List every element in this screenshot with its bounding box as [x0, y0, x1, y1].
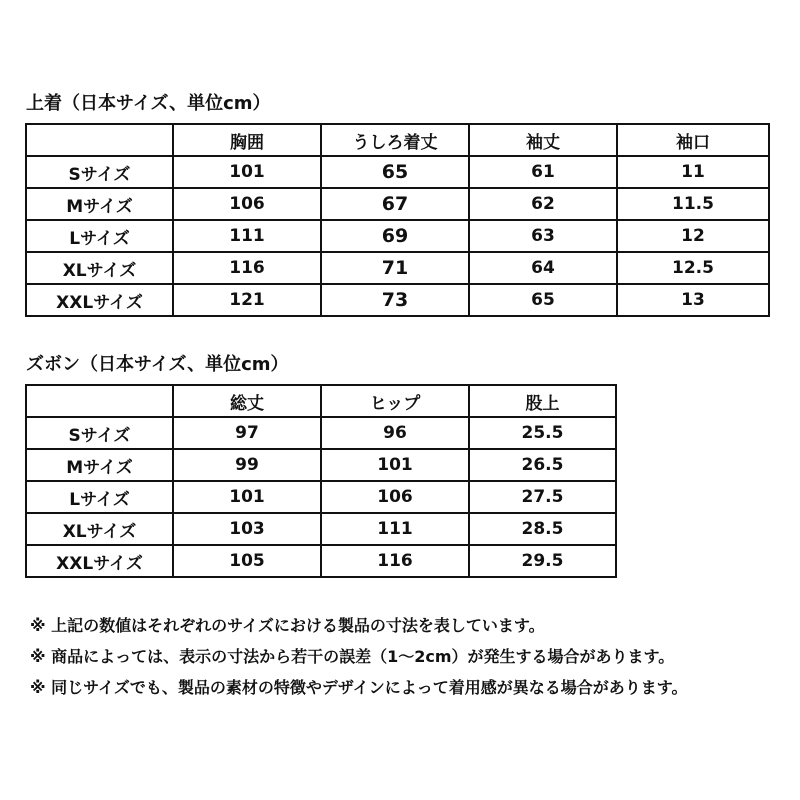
table-cell: 97 — [173, 417, 321, 449]
table-cell: 103 — [173, 513, 321, 545]
table-cell: 25.5 — [469, 417, 616, 449]
header-cell-chest: 胸囲 — [173, 124, 321, 156]
table-row — [26, 284, 769, 316]
table-cell: 12.5 — [617, 252, 769, 284]
header-cell-cuff: 袖口 — [617, 124, 769, 156]
table-row — [26, 513, 616, 545]
tops-size-table — [25, 123, 770, 317]
size-label-cell: Sサイズ — [26, 417, 173, 449]
table-cell: 11.5 — [617, 188, 769, 220]
table-cell: 99 — [173, 449, 321, 481]
tops-table-title: 上着（日本サイズ、単位cm） — [26, 93, 271, 114]
table-row — [26, 481, 616, 513]
table-cell: 12 — [617, 220, 769, 252]
size-label-cell: XLサイズ — [26, 513, 173, 545]
header-cell-blank — [26, 385, 173, 417]
size-label-cell: Sサイズ — [26, 156, 173, 188]
table-row — [26, 156, 769, 188]
header-cell-rise: 股上 — [469, 385, 616, 417]
table-row — [26, 188, 769, 220]
note-line: ※ 上記の数値はそれぞれのサイズにおける製品の寸法を表しています。 — [30, 616, 545, 635]
size-label-cell: Lサイズ — [26, 481, 173, 513]
table-row — [26, 220, 769, 252]
table-row — [26, 417, 616, 449]
pants-size-table — [25, 384, 617, 578]
table-cell: 96 — [321, 417, 469, 449]
table-cell: 101 — [173, 481, 321, 513]
table-cell: 61 — [469, 156, 617, 188]
table-header-row — [26, 385, 616, 417]
table-cell: 29.5 — [469, 545, 616, 577]
header-cell-total-length: 総丈 — [173, 385, 321, 417]
table-header-row — [26, 124, 769, 156]
header-cell-back-length: うしろ着丈 — [321, 124, 469, 156]
table-cell: 111 — [173, 220, 321, 252]
table-cell: 11 — [617, 156, 769, 188]
size-label-cell: XXLサイズ — [26, 284, 173, 316]
table-cell: 106 — [321, 481, 469, 513]
table-cell: 116 — [321, 545, 469, 577]
table-cell: 65 — [469, 284, 617, 316]
table-cell: 111 — [321, 513, 469, 545]
table-cell: 26.5 — [469, 449, 616, 481]
note-line: ※ 同じサイズでも、製品の素材の特徴やデザインによって着用感が異なる場合があります。 — [30, 678, 688, 697]
table-cell: 64 — [469, 252, 617, 284]
table-cell: 116 — [173, 252, 321, 284]
size-label-cell: XXLサイズ — [26, 545, 173, 577]
table-cell: 27.5 — [469, 481, 616, 513]
table-row — [26, 252, 769, 284]
table-cell: 101 — [321, 449, 469, 481]
size-label-cell: Mサイズ — [26, 188, 173, 220]
table-cell: 73 — [321, 284, 469, 316]
header-cell-hip: ヒップ — [321, 385, 469, 417]
table-row — [26, 449, 616, 481]
table-cell: 101 — [173, 156, 321, 188]
table-cell: 65 — [321, 156, 469, 188]
header-cell-sleeve-length: 袖丈 — [469, 124, 617, 156]
table-cell: 106 — [173, 188, 321, 220]
notes-section — [30, 611, 800, 704]
header-cell-blank — [26, 124, 173, 156]
table-cell: 71 — [321, 252, 469, 284]
size-label-cell: Lサイズ — [26, 220, 173, 252]
table-cell: 62 — [469, 188, 617, 220]
note-line: ※ 商品によっては、表示の寸法から若干の誤差（1～2cm）が発生する場合があります。 — [30, 647, 675, 666]
table-cell: 105 — [173, 545, 321, 577]
table-cell: 69 — [321, 220, 469, 252]
table-row — [26, 545, 616, 577]
size-label-cell: XLサイズ — [26, 252, 173, 284]
table-cell: 13 — [617, 284, 769, 316]
size-label-cell: Mサイズ — [26, 449, 173, 481]
table-cell: 121 — [173, 284, 321, 316]
pants-table-title: ズボン（日本サイズ、単位cm） — [26, 354, 289, 375]
table-cell: 28.5 — [469, 513, 616, 545]
table-cell: 67 — [321, 188, 469, 220]
table-cell: 63 — [469, 220, 617, 252]
